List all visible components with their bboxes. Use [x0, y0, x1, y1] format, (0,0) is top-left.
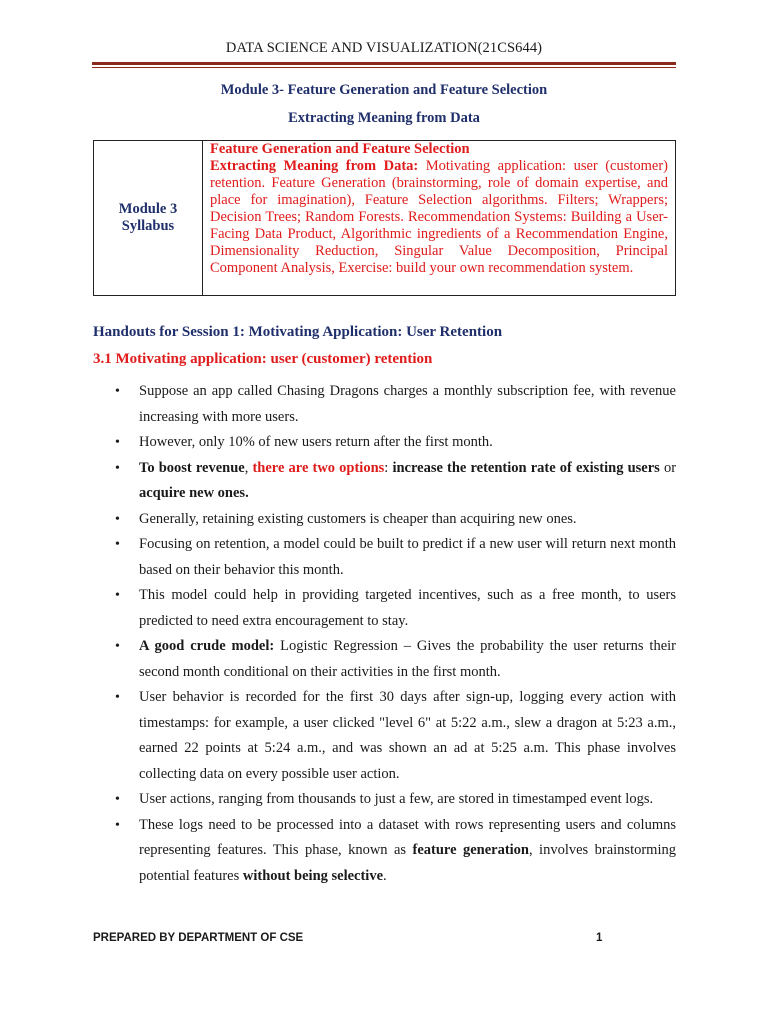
syllabus-table: [93, 140, 676, 296]
list-item: [93, 813, 676, 890]
bullet-bold-text: increase the retention rate of existing users: [392, 459, 660, 476]
syllabus-body: [210, 158, 668, 277]
module-subtitle: Extracting Meaning from Data: [288, 110, 480, 126]
module-title: Module 3- Feature Generation and Feature Selection: [220, 82, 548, 98]
page-number: 1: [596, 932, 603, 944]
list-item: [93, 787, 676, 813]
bullet-text: However, only 10% of new users return after the first month.: [139, 434, 493, 450]
bullet-text: Generally, retaining existing customers is cheaper than acquiring new ones.: [139, 510, 577, 527]
bullet-icon: •: [115, 435, 120, 450]
bullet-bold-text: acquire new ones.: [139, 485, 249, 501]
bullet-text: These logs need to be processed into a dataset with rows representing users and columns representing features. This phase, known as: [139, 816, 676, 858]
header-rule: [92, 62, 676, 65]
bullet-icon: •: [115, 690, 120, 705]
syllabus-body-label: Extracting Meaning from Data:: [210, 158, 419, 174]
bullet-text: :: [384, 459, 393, 476]
bullet-highlight-text: there are two options: [252, 459, 385, 476]
bullet-icon: •: [115, 460, 120, 476]
bullet-icon: •: [115, 537, 120, 552]
running-header: DATA SCIENCE AND VISUALIZATION(21CS644): [225, 40, 543, 56]
bullet-bold-text: To boost revenue: [139, 459, 245, 476]
syllabus-body-text: Motivating application: user (customer) retention. Feature Generation (brainstorming, role of domain expertise, and place for imagination), Feature Selection algorithms. Filters; Wrappers; Decision Trees; Random Forests. Recommendation Systems: Building a User-Facing Data Product, Algorithmic ingredients of a Recommendation Engine, Dimensionality Reduction, Singular Value Decomposition, Principal Component Analysis, Exercise: build your own recommendation system.: [210, 158, 669, 276]
bullet-bold-text: A good crude model:: [139, 638, 275, 654]
list-item: [93, 634, 676, 685]
bullet-bold-text: without being selective: [242, 867, 384, 884]
syllabus-heading: Feature Generation and Feature Selection: [210, 141, 470, 157]
bullet-icon: •: [115, 817, 120, 833]
bullet-text: Suppose an app called Chasing Dragons charges a monthly subscription fee, with revenue increasing with more users.: [139, 383, 676, 425]
bullet-icon: •: [115, 792, 120, 807]
bullet-icon: •: [115, 639, 120, 654]
bullet-text: ,: [244, 459, 253, 476]
bullet-text: User behavior is recorded for the first 30 days after sign-up, logging every action with timestamps: for example, a user clicked "level 6" at 5:22 a.m., slew a dragon at 5:23 a.m., earned 22 points at 5:24 a.m., and was shown an ad at 5:25 a.m. This phase involves collecting data on every possible user action.: [139, 689, 676, 782]
header-rule-thin: [92, 67, 676, 68]
subsection-heading: 3.1 Motivating application: user (customer) retention: [93, 351, 433, 367]
list-item: [93, 583, 676, 634]
bullet-list: [93, 379, 676, 889]
list-item: [93, 507, 676, 533]
list-item: [93, 430, 676, 456]
bullet-text: or: [659, 459, 677, 476]
list-item: [93, 685, 676, 787]
list-item: [93, 456, 676, 507]
syllabus-content-cell: [203, 141, 675, 295]
footer-prepared-by: PREPARED BY DEPARTMENT OF CSE: [93, 932, 304, 944]
bullet-icon: •: [115, 384, 120, 399]
bullet-text: .: [383, 867, 387, 884]
handout-heading: Handouts for Session 1: Motivating Application: User Retention: [93, 324, 503, 340]
bullet-icon: •: [115, 511, 120, 527]
bullet-text: This model could help in providing targeted incentives, such as a free month, to users predicted to need extra encouragement to stay.: [139, 587, 676, 629]
list-item: [93, 379, 676, 430]
bullet-text: User actions, ranging from thousands to just a few, are stored in timestamped event logs.: [139, 791, 654, 807]
list-item: [93, 532, 676, 583]
bullet-text: Logistic Regression – Gives the probability the user returns their second month conditional on their activities in the first month.: [139, 638, 676, 680]
bullet-text: , involves brainstorming potential features: [139, 842, 676, 884]
syllabus-label-line1: Module 3: [118, 201, 178, 217]
bullet-text: Focusing on retention, a model could be built to predict if a new user will return next month based on their behavior this month.: [139, 536, 676, 578]
syllabus-label-line2: Syllabus: [121, 218, 175, 234]
bullet-icon: •: [115, 588, 120, 603]
syllabus-label-cell: [94, 141, 203, 295]
bullet-bold-text: feature generation: [412, 842, 529, 858]
